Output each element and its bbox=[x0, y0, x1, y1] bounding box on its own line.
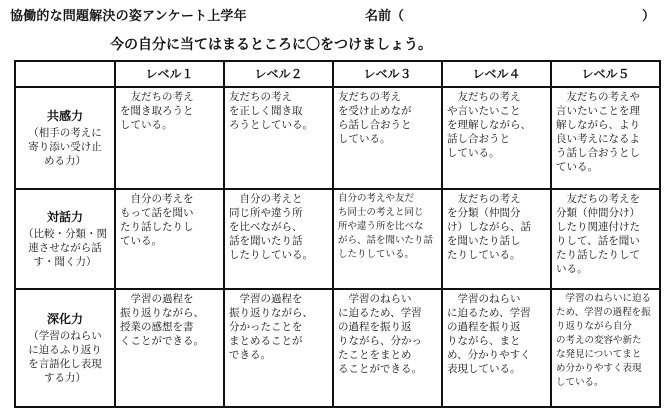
level-cell[interactable] bbox=[551, 87, 660, 189]
cell-text: 友だちの考えを 分類（仲間分け） したり関連付けた りして、話を聞い たり話したりして いる。 bbox=[556, 193, 640, 275]
level-cell[interactable] bbox=[224, 87, 333, 189]
level-cell[interactable] bbox=[224, 189, 333, 289]
row-title: 対話力 bbox=[46, 210, 83, 224]
row-header-dialogue bbox=[15, 189, 115, 289]
cell-text: 友だちの考え を聞き取ろうと している。 bbox=[120, 91, 194, 131]
row-header-deepening bbox=[15, 289, 115, 407]
level-header: レベル２ bbox=[224, 61, 333, 87]
cell-text: 自分の考えと 同じ所や違う所 を比べながら、 話を聞いたり話 したりしている。 bbox=[229, 193, 313, 261]
level-cell[interactable] bbox=[115, 189, 224, 289]
cell-text: 友だちの考え を正しく聞き取 ろうとしている。 bbox=[229, 91, 313, 131]
header bbox=[0, 0, 670, 28]
cell-text: 友だちの考えや 言いたいことを理 解しながら、より 良い考えになるよ う話し合おうとし ている。 bbox=[556, 91, 640, 173]
table-row bbox=[15, 189, 660, 289]
level-cell[interactable] bbox=[442, 289, 551, 407]
cell-text: 自分の考えを もって話を聞い たり話したりし ている。 bbox=[120, 193, 194, 247]
level-cell[interactable] bbox=[442, 87, 551, 189]
level-header: レベル１ bbox=[115, 61, 224, 87]
level-cell[interactable] bbox=[551, 189, 660, 289]
table-row bbox=[15, 87, 660, 189]
row-header-empathy bbox=[15, 87, 115, 189]
level-cell[interactable] bbox=[333, 289, 442, 407]
survey-table bbox=[14, 60, 661, 408]
level-cell[interactable] bbox=[442, 189, 551, 289]
cell-text: 友だちの考え を受け止めなが ら話し合おうと している。 bbox=[338, 91, 412, 145]
row-title: 共感力 bbox=[46, 109, 83, 123]
cell-text: 友だちの考え を分類（仲間分 け）しながら、話 を聞いたり話し たりしている。 bbox=[447, 193, 531, 261]
level-cell[interactable] bbox=[115, 289, 224, 407]
row-title: 深化力 bbox=[46, 312, 83, 326]
page-title: 協働的な問題解決の姿アンケート上学年 bbox=[10, 9, 247, 24]
level-header: レベル４ bbox=[442, 61, 551, 87]
level-cell[interactable] bbox=[224, 289, 333, 407]
level-header: レベル５ bbox=[551, 61, 660, 87]
name-label: 名前（ bbox=[365, 9, 405, 24]
table-corner bbox=[15, 61, 115, 87]
row-description: （比較・分類・関 連させながら話 す・聞く力） bbox=[23, 228, 107, 268]
level-cell[interactable] bbox=[333, 189, 442, 289]
name-close-paren: ） bbox=[642, 9, 656, 24]
cell-text: 学習のねらいに迫る ため、学習の過程を振 り返りながら自分 の考えの変容や新た な発見についてまと め分かりやすく表現 している。 bbox=[556, 293, 652, 388]
cell-text: 友だちの考え や言いたいこと を理解しながら、 話し合おうと している。 bbox=[447, 91, 531, 159]
survey-table-wrap bbox=[14, 60, 660, 406]
level-cell[interactable] bbox=[333, 87, 442, 189]
level-header-row bbox=[15, 61, 660, 87]
row-description: （相手の考えに 寄り添い受け止 める力） bbox=[28, 127, 102, 167]
level-cell[interactable] bbox=[551, 289, 660, 407]
cell-text: 自分の考えや友だ ち同士の考えと同じ 所や違う所を比べな がら、話を聞いたり話 したりしている。 bbox=[338, 193, 434, 260]
row-description: （学習のねらい に迫るふり返り を言語化し表現 する力） bbox=[28, 330, 102, 384]
cell-text: 学習の過程を 振り返りながら、 分かったことを まとめることが できる。 bbox=[229, 293, 313, 361]
cell-text: 学習の過程を 振り返りながら、 授業の感想を書 くことができる。 bbox=[120, 293, 204, 347]
instruction-text: 今の自分に当てはまるところに〇をつけましょう。 bbox=[110, 37, 432, 53]
table-row bbox=[15, 289, 660, 407]
level-header: レベル３ bbox=[333, 61, 442, 87]
cell-text: 学習のねらい に迫るため、学習 の過程を振り返 りながら、まと め、分かりやすく 表現している。 bbox=[447, 293, 531, 375]
cell-text: 学習のねらい に迫るため、学習 の過程を振り返 りながら、分かっ たことをまとめ ることができる。 bbox=[338, 293, 422, 375]
level-cell[interactable] bbox=[115, 87, 224, 189]
